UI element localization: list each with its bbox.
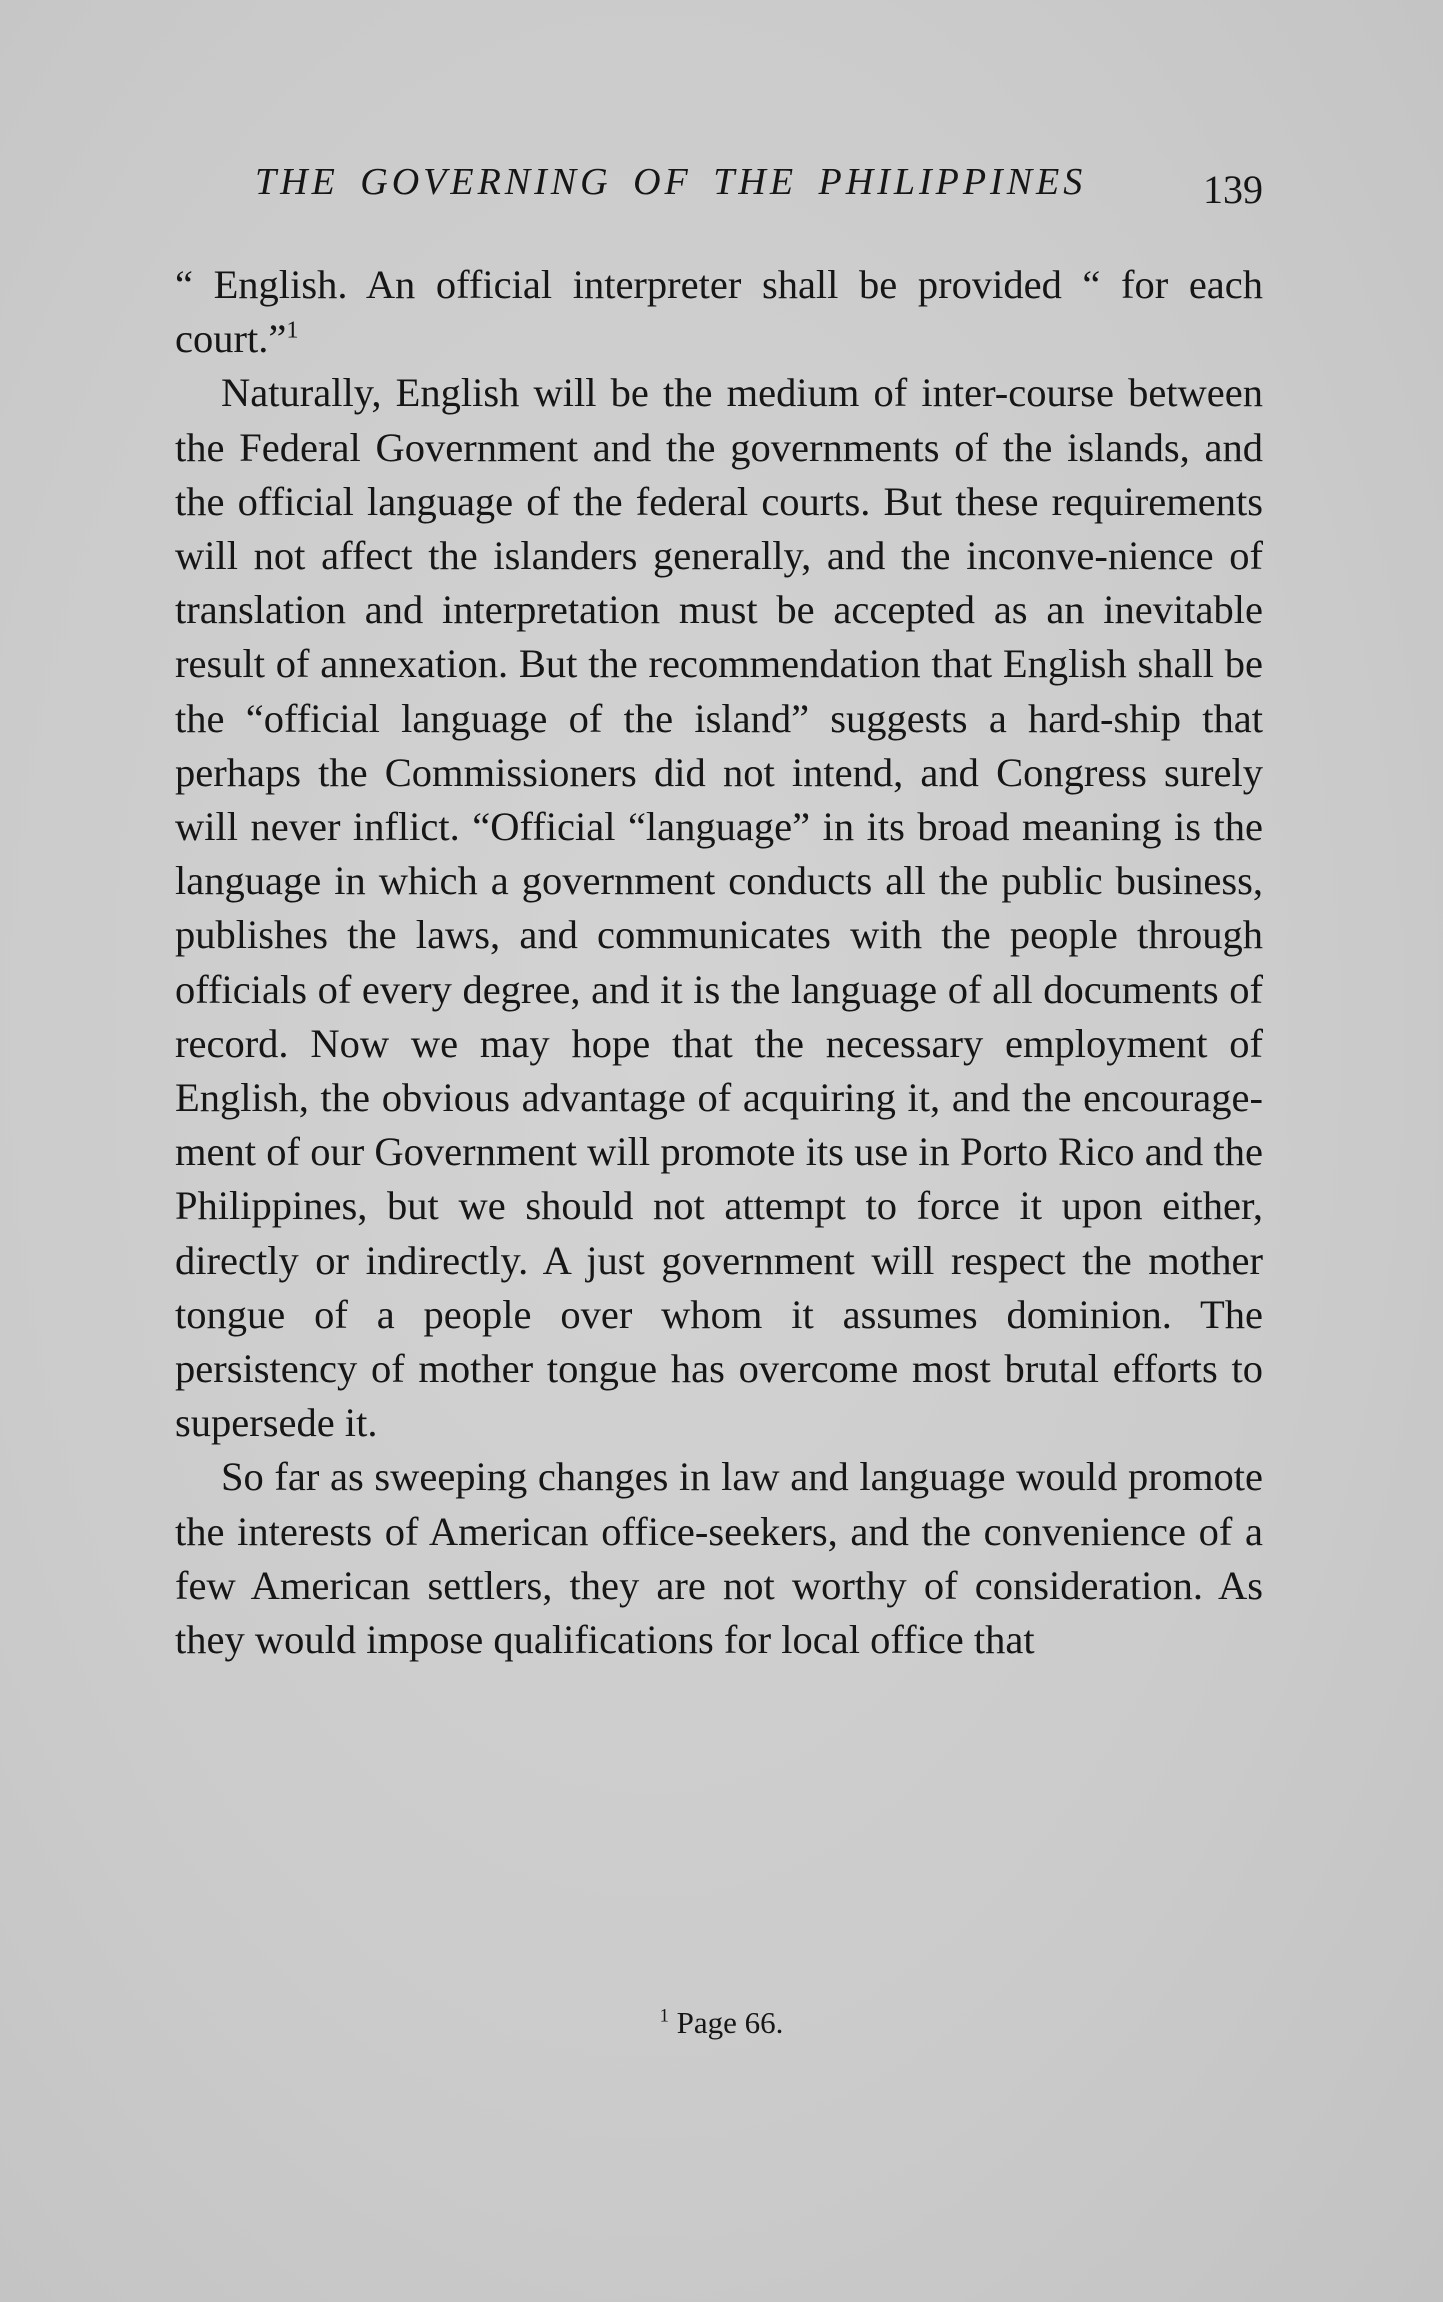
paragraph-1: [175, 258, 1263, 366]
footnote-mark: 1: [659, 2005, 669, 2027]
page-number: 139: [1203, 167, 1263, 212]
paragraph-2: Naturally, English will be the medium of inter-course between the Federal Government and the governments of the islands, and the official language of the federal courts. But these requirements will not affect the islanders generally, and the inconve-nience of translation and interpretation must be accepted as an inevitable result of annexation. But the recommendation that English shall be the “official language of the island” suggests a hard-ship that perhaps the Commissioners did not intend, and Congress surely will never inflict. “Official “language” in its broad meaning is the language in which a government conducts all the public business, publishes the laws, and communicates with the people through officials of every degree, and it is the language of all documents of record. Now we may hope that the necessary employment of English, the obvious advantage of acquiring it, and the encourage-ment of our Government will promote its use in Porto Rico and the Philippines, but we should not attempt to force it upon either, directly or indirectly. A just government will respect the mother tongue of a people over whom it assumes dominion. The persistency of mother tongue has overcome most brutal efforts to supersede it.: [175, 370, 1263, 1446]
footnote-text: Page 66.: [676, 2005, 784, 2040]
running-head: [175, 160, 1263, 220]
footnote-reference: 1: [286, 316, 299, 344]
paragraph-3: So far as sweeping changes in law and language would promote the interests of American office-seekers, and the convenience of a few American settlers, they are not worthy of consideration. As they would impose qualifications for local office that: [175, 1454, 1263, 1663]
body-text: [175, 258, 1263, 1667]
running-title: THE GOVERNING OF THE PHILIPPINES: [255, 161, 1087, 203]
footnote: [0, 2003, 1443, 2043]
paragraph-1-text: “ English. An official interpreter shall be provided “ for each court.”: [175, 262, 1263, 362]
